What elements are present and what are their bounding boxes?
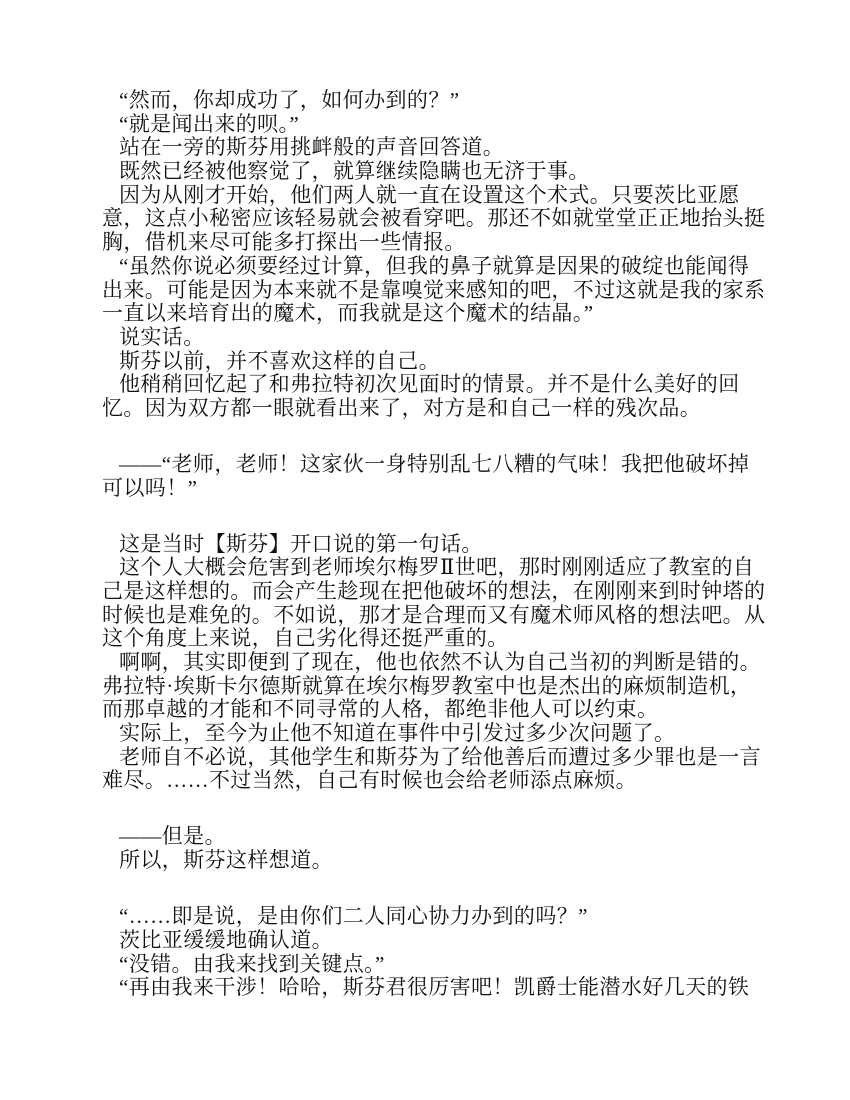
- text-line: 可以吗！”: [102, 475, 198, 500]
- text-line: 己是这样想的。而会产生趁现在把他破坏的想法，在刚刚来到时钟塔的: [102, 578, 766, 603]
- text-line: 老师自不必说，其他学生和斯芬为了给他善后而遭过多少罪也是一言: [119, 744, 761, 769]
- text-line: 既然已经被他察觉了，就算继续隐瞒也无济于事。: [119, 159, 590, 184]
- text-line: 他稍稍回忆起了和弗拉特初次见面时的情景。并不是什么美好的回: [119, 372, 740, 397]
- text-line: ——“老师，老师！这家伙一身特别乱七八糟的气味！我把他破坏掉: [119, 451, 750, 476]
- text-line: “没错。由我来找到关键点。”: [119, 951, 385, 976]
- text-line: 站在一旁的斯芬用挑衅般的声音回答道。: [119, 135, 505, 160]
- text-line: 难尽。……不过当然，自己有时候也会给老师添点麻烦。: [102, 768, 637, 793]
- text-line: 而那卓越的才能和不同寻常的人格，都绝非他人可以约束。: [102, 697, 659, 722]
- text-line: “……即是说，是由你们二人同心协力办到的吗？”: [119, 904, 588, 929]
- text-line: 实际上，至今为止他不知道在事件中引发过多少次问题了。: [119, 721, 676, 746]
- text-line: “虽然你说必须要经过计算，但我的鼻子就算是因果的破绽也能闻得: [119, 253, 750, 278]
- text-line: 因为从刚才开始，他们两人就一直在设置这个术式。只要茨比亚愿: [119, 182, 740, 207]
- text-line: 一直以来培育出的魔术，而我就是这个魔术的结晶。”: [102, 301, 594, 326]
- text-line: 时候也是难免的。不如说，那才是合理而又有魔术师风格的想法吧。从: [102, 602, 766, 627]
- text-line: 这个角度上来说，自己劣化得还挺严重的。: [102, 626, 509, 651]
- text-line: 茨比亚缓缓地确认道。: [119, 927, 333, 952]
- text-line: “再由我来干涉！哈哈，斯芬君很厉害吧！凯爵士能潜水好几天的铁: [119, 975, 750, 1000]
- blank-line: [102, 873, 747, 905]
- text-line: “然而，你却成功了，如何办到的？”: [119, 88, 460, 112]
- text-line: 所以，斯芬这样想道。: [119, 848, 333, 873]
- text-line: ——但是。: [119, 824, 226, 849]
- text-line: 啊啊，其实即便到了现在，他也依然不认为自己当初的判断是错的。: [119, 650, 761, 675]
- text-line: 出来。可能是因为本来就不是靠嗅觉来感知的吧，不过这就是我的家系: [102, 277, 766, 302]
- text-line: 这个人大概会危害到老师埃尔梅罗Ⅱ世吧，那时刚刚适应了教室的自: [119, 555, 755, 580]
- blank-line: [102, 793, 747, 825]
- text-line: 这是当时【斯芬】开口说的第一句话。: [119, 531, 483, 556]
- text-line: 斯芬以前，并不喜欢这样的自己。: [119, 348, 440, 373]
- text-line: 胸，借机来尽可能多打探出一些情报。: [102, 230, 466, 255]
- text-line: 说实话。: [119, 324, 205, 349]
- body-text: [102, 88, 766, 1000]
- text-line: “就是闻出来的呗。”: [119, 111, 300, 136]
- text-line: 意，这点小秘密应该轻易就会被看穿吧。那还不如就堂堂正正地抬头挺: [102, 206, 766, 231]
- text-line: 忆。因为双方都一眼就看出来了，对方是和自己一样的残次品。: [102, 395, 702, 420]
- blank-line: [102, 421, 747, 453]
- text-line: 弗拉特·埃斯卡尔德斯就算在埃尔梅罗教室中也是杰出的麻烦制造机，: [102, 673, 752, 698]
- blank-line: [102, 500, 747, 532]
